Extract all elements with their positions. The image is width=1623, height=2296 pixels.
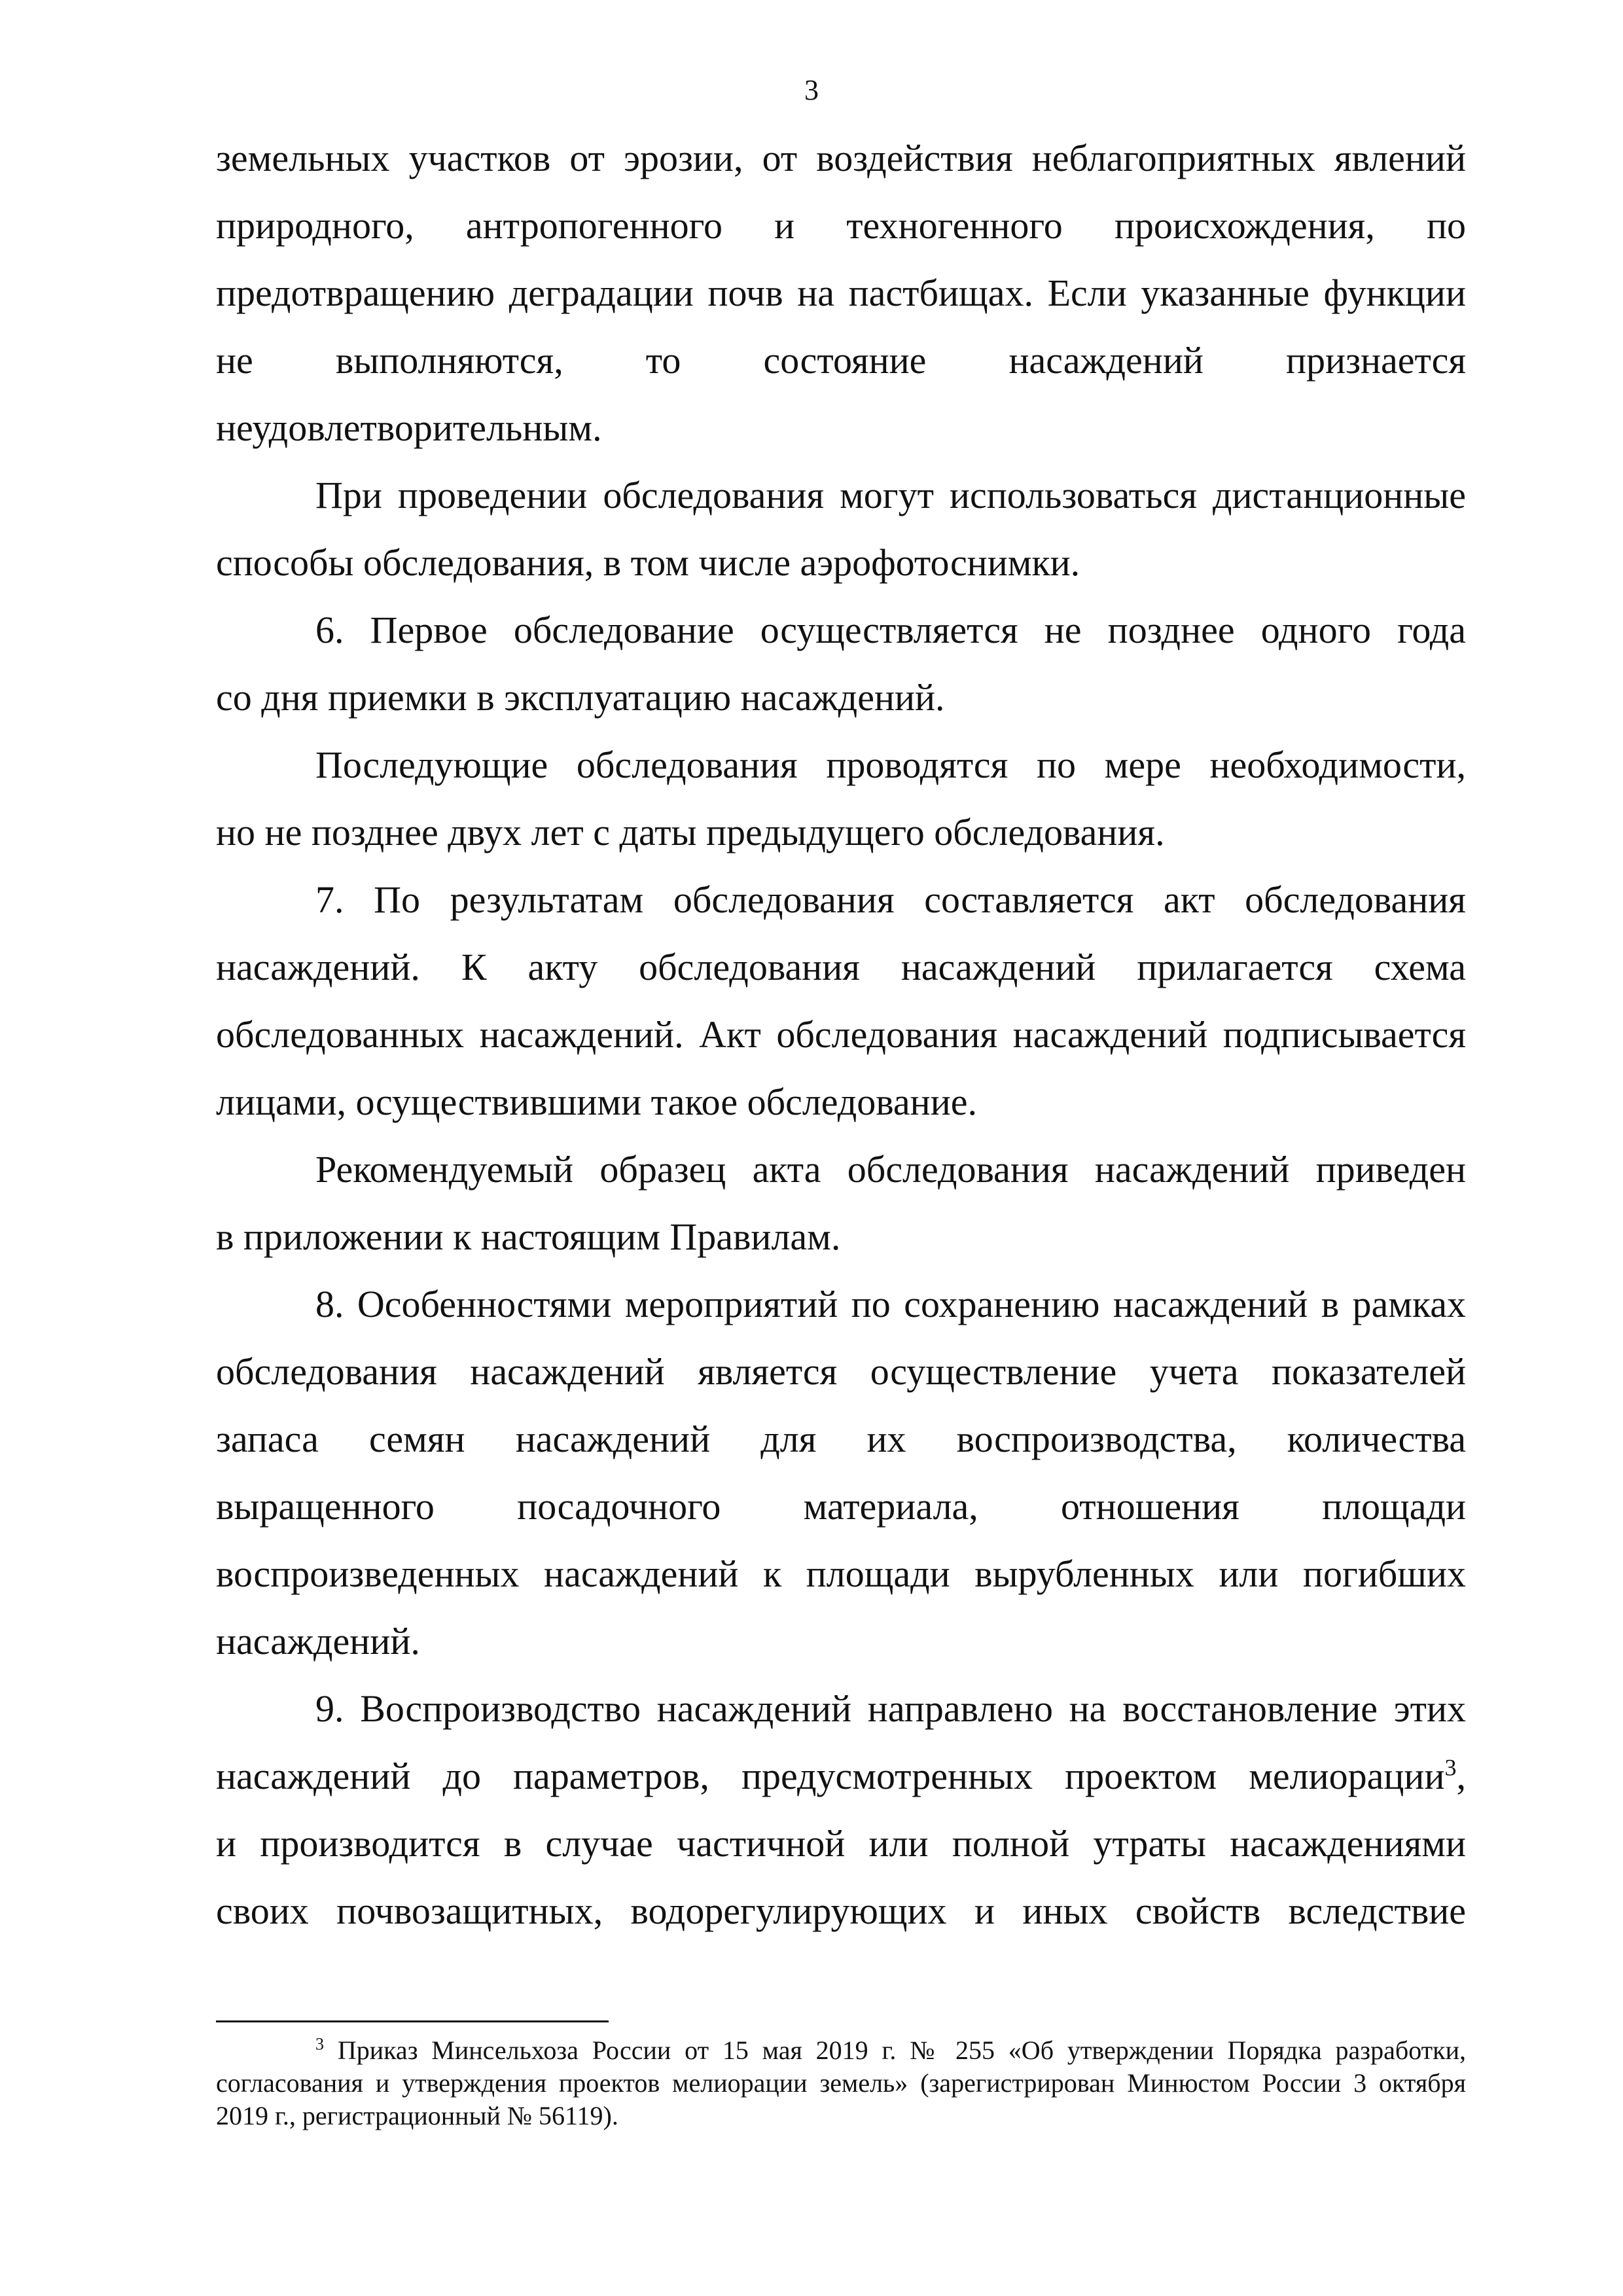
text-line: При проведении обследования могут использоваться дистанционные bbox=[315, 474, 1466, 516]
footnote-marker: 3 bbox=[315, 2034, 324, 2054]
page-number: 3 bbox=[804, 74, 819, 106]
text-line: со дня приемки в эксплуатацию насаждений. bbox=[216, 676, 945, 719]
text-line: своих почвозащитных, водорегулирующих и иных свойств вследствие bbox=[216, 1890, 1466, 1932]
text-line: насаждений. К акту обследования насаждений прилагается схема bbox=[216, 946, 1466, 988]
text-line: 9. Воспроизводство насаждений направлено на восстановление этих bbox=[315, 1687, 1466, 1730]
paragraph-1 bbox=[216, 124, 1466, 461]
text-line: и производится в случае частичной или полной утраты насаждениями bbox=[216, 1822, 1466, 1865]
text-line: Рекомендуемый образец акта обследования насаждений приведен bbox=[315, 1148, 1466, 1191]
text-line: 8. Особенностями мероприятий по сохранению насаждений в рамках bbox=[315, 1283, 1466, 1325]
text-line: Последующие обследования проводятся по мере необходимости, bbox=[315, 744, 1466, 786]
document-body bbox=[216, 124, 1466, 1945]
text-line-with-footnote bbox=[216, 1742, 1466, 1810]
text-line: в приложении к настоящим Правилам. bbox=[216, 1215, 841, 1258]
text-line: 6. Первое обследование осуществляется не позднее одного года bbox=[315, 609, 1466, 651]
text-line: 7. По результатам обследования составляется акт обследования bbox=[315, 878, 1466, 921]
text-line: воспроизведенных насаждений к площади вырубленных или погибших bbox=[216, 1552, 1466, 1595]
text-line: выращенного посадочного материала, отношения площади bbox=[216, 1485, 1466, 1528]
paragraph-item-6 bbox=[216, 596, 1466, 731]
paragraph-remote-survey bbox=[216, 461, 1466, 596]
text-line: насаждений. bbox=[216, 1620, 420, 1662]
paragraph-recommended-form bbox=[216, 1136, 1466, 1270]
text-line: природного, антропогенного и техногенного происхождения, по bbox=[216, 204, 1466, 247]
text-line: лицами, осуществившими такое обследование. bbox=[216, 1081, 977, 1123]
text-fragment: , bbox=[1456, 1755, 1466, 1797]
text-line: обследования насаждений является осуществление учета показателей bbox=[216, 1350, 1466, 1393]
footnote-separator bbox=[216, 2020, 609, 2022]
footnote-body bbox=[216, 2034, 1466, 2132]
footnote-text: Приказ Минсельхоза России от 15 мая 2019 г. № 255 «Об утверждении Порядка разработки, согласования и утверждения проектов мелиорации земель» (зарегистрирован Минюстом России 3 октября 2019 г., регистрационный № 56119). bbox=[216, 2036, 1466, 2130]
paragraph-item-7 bbox=[216, 866, 1466, 1136]
paragraph-subsequent-surveys bbox=[216, 731, 1466, 866]
text-line: земельных участков от эрозии, от воздействия неблагоприятных явлений bbox=[216, 137, 1466, 179]
footnote-reference[interactable]: 3 bbox=[1444, 1754, 1457, 1781]
paragraph-item-8 bbox=[216, 1270, 1466, 1675]
footnote bbox=[216, 2034, 1466, 2132]
text-line: предотвращению деградации почв на пастбищах. Если указанные функции bbox=[216, 272, 1466, 314]
text-line: обследованных насаждений. Акт обследования насаждений подписывается bbox=[216, 1013, 1466, 1056]
paragraph-item-9 bbox=[216, 1675, 1466, 1945]
text-line: но не позднее двух лет с даты предыдущего обследования. bbox=[216, 811, 1165, 853]
text-fragment: насаждений до параметров, предусмотренных проектом мелиорации bbox=[216, 1755, 1445, 1797]
text-line: способы обследования, в том числе аэрофотоснимки. bbox=[216, 541, 1080, 584]
text-line: не выполняются, то состояние насаждений признается bbox=[216, 339, 1466, 382]
text-line: запаса семян насаждений для их воспроизводства, количества bbox=[216, 1418, 1466, 1460]
text-line: неудовлетворительным. bbox=[216, 406, 602, 449]
